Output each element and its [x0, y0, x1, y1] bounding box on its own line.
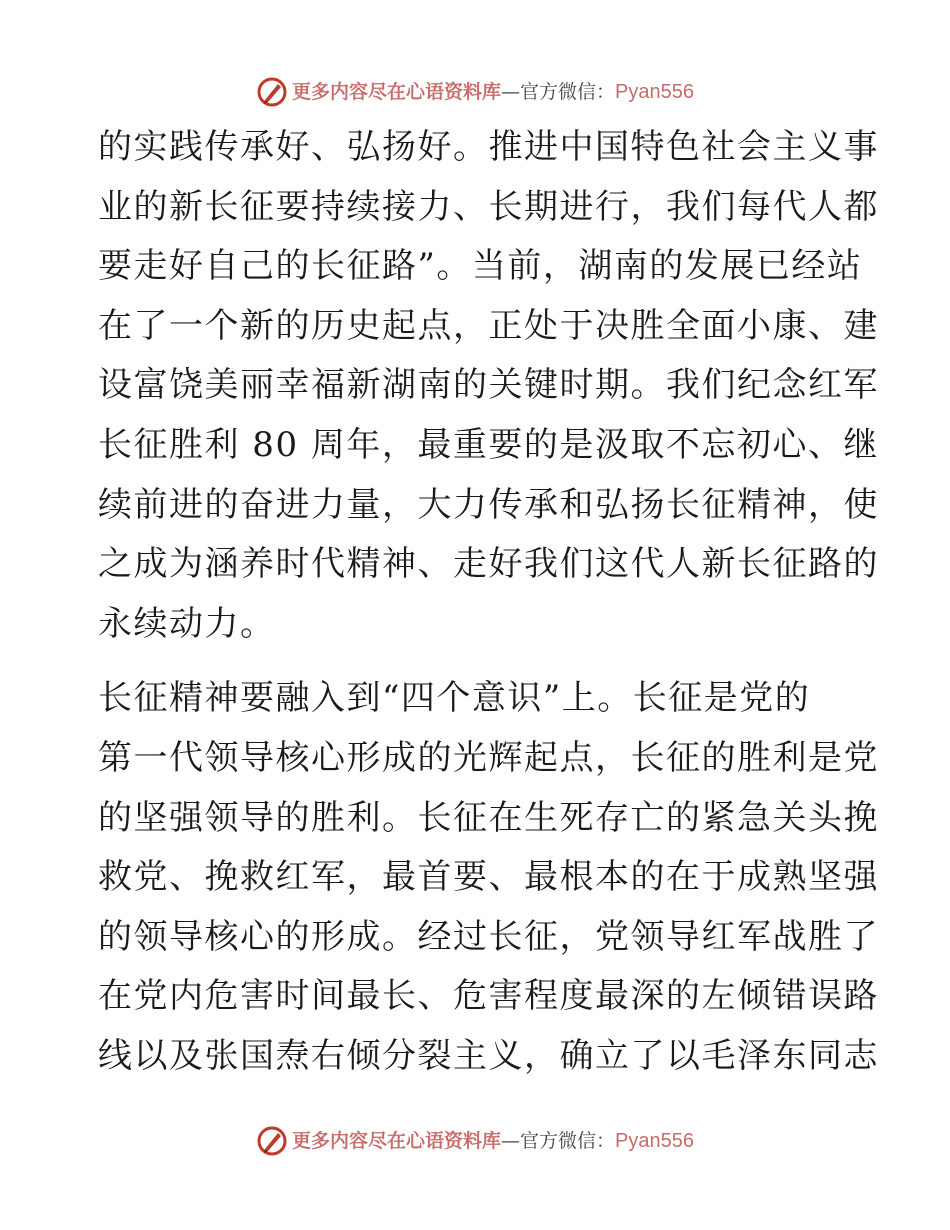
paragraph-line: 的坚强领导的胜利。长征在生死存亡的紧急关头挽	[98, 797, 879, 838]
header-banner-text	[292, 82, 694, 102]
header-banner	[0, 72, 950, 112]
header-banner-separator: —	[501, 81, 521, 103]
paragraph-line: 在了一个新的历史起点，正处于决胜全面小康、建	[98, 305, 879, 346]
paragraph-line: 长征精神要融入到“四个意识”上。长征是党的	[98, 678, 811, 719]
paragraph-line: 救党、挽救红军，最首要、最根本的在于成熟坚强	[98, 857, 879, 898]
header-banner-main: 更多内容尽在心语资料库	[292, 81, 502, 103]
paragraph-line: 的领导核心的形成。经过长征，党领导红军战胜了	[98, 916, 879, 957]
paragraph-line: 业的新长征要持续接力、长期进行，我们每代人都	[98, 186, 879, 227]
paragraph-2	[98, 669, 879, 1086]
paragraph-line: 要走好自己的长征路”。当前，湖南的发展已经站	[98, 246, 863, 287]
paragraph-1	[98, 118, 879, 654]
footer-banner	[0, 1121, 950, 1161]
paragraph-line: 的实践传承好、弘扬好。推进中国特色社会主义事	[98, 127, 879, 167]
paragraph-line: 在党内危害时间最长、危害程度最深的左倾错误路	[98, 976, 879, 1017]
paragraph-line: 线以及张国焘右倾分裂主义，确立了以毛泽东同志	[98, 1035, 879, 1076]
paragraph-line: 设富饶美丽幸福新湖南的关键时期。我们纪念红军	[98, 365, 879, 406]
paragraph-line: 永续动力。	[98, 603, 276, 644]
footer-banner-separator: —	[501, 1130, 521, 1152]
paragraph-line: 长征胜利 80 周年，最重要的是汲取不忘初心、继	[98, 424, 879, 465]
header-banner-wechat-id: Pyan556	[615, 81, 694, 103]
paragraph-line: 之成为涵养时代精神、走好我们这代人新长征路的	[98, 544, 879, 585]
paragraph-line: 第一代领导核心形成的光辉起点，长征的胜利是党	[98, 737, 879, 778]
footer-banner-wechat-id: Pyan556	[615, 1130, 694, 1152]
pen-logo-icon	[256, 1125, 288, 1157]
footer-banner-text	[292, 1131, 694, 1151]
header-banner-label: 官方微信：	[520, 81, 616, 103]
pen-logo-icon	[256, 76, 288, 108]
paragraph-line: 续前进的奋进力量，大力传承和弘扬长征精神，使	[98, 484, 879, 525]
footer-banner-label: 官方微信：	[520, 1130, 616, 1152]
document-body	[98, 118, 879, 1087]
footer-banner-main: 更多内容尽在心语资料库	[292, 1130, 502, 1152]
